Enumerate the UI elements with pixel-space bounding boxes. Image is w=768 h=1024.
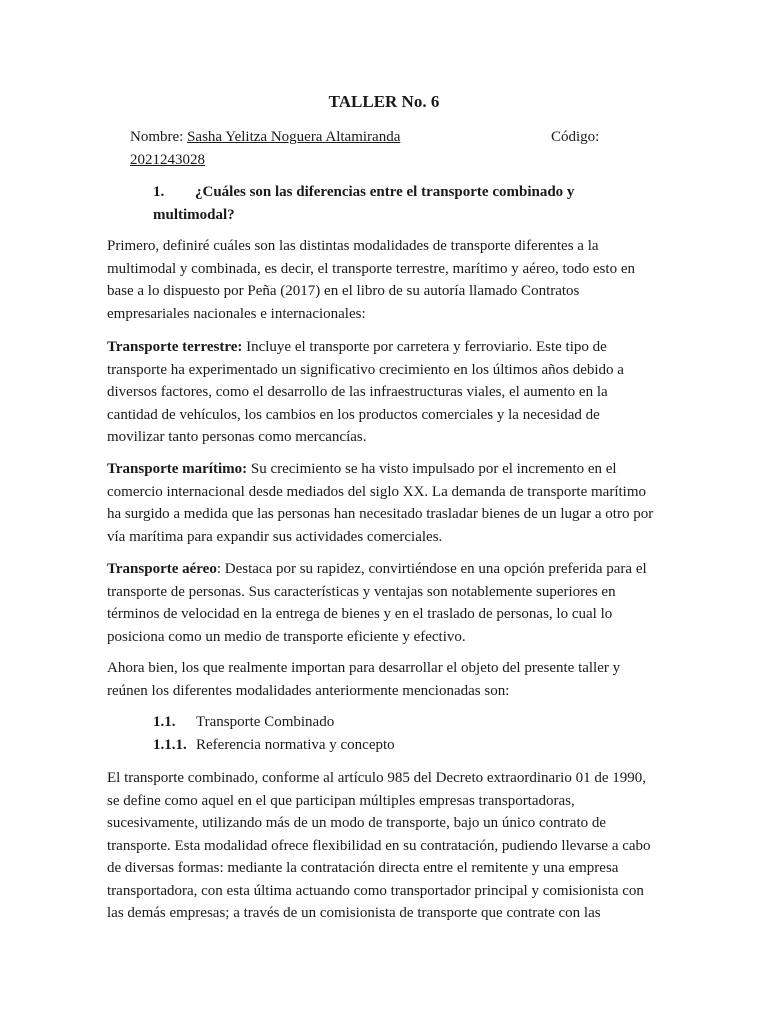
text-line: se define como aquel en el que participan múltiples empresas transportadoras, bbox=[107, 792, 575, 809]
paragraph-intro bbox=[107, 235, 662, 325]
text-line: Su crecimiento se ha visto impulsado por el incremento en el bbox=[247, 461, 617, 477]
question-heading bbox=[153, 181, 653, 226]
terrestre-heading: Transporte terrestre: bbox=[107, 339, 243, 355]
aereo-heading: Transporte aéreo bbox=[107, 561, 217, 577]
paragraph-aereo bbox=[107, 558, 662, 648]
text-line: posiciona como un medio de transporte eficiente y efectivo. bbox=[107, 628, 466, 645]
text-line: vía marítima para expandir sus actividades comerciales. bbox=[107, 528, 443, 545]
text-line: Incluye el transporte por carretera y ferroviario. Este tipo de bbox=[242, 339, 607, 355]
text-line: transporte de personas. Sus características y ventajas son notablemente superiores en bbox=[107, 583, 616, 600]
question-line-2: multimodal? bbox=[153, 206, 235, 223]
subsection-label: Transporte Combinado bbox=[196, 714, 335, 730]
question-number: 1. bbox=[153, 184, 165, 200]
text-line: diversos factores, como el desarrollo de las infraestructuras viales, el aumento en la bbox=[107, 384, 608, 400]
document-title: TALLER No. 6 bbox=[328, 92, 440, 111]
text-line: cantidad de vehículos, los cambios en los productos comerciales y la necesidad de bbox=[107, 406, 600, 423]
text-line: Ahora bien, los que realmente importan para desarrollar el objeto del presente taller y bbox=[107, 660, 621, 676]
text-line: base a lo dispuesto por Peña (2017) en el libro de su autoría llamado Contratos bbox=[107, 283, 580, 299]
question-line-1: ¿Cuáles son las diferencias entre el transporte combinado y bbox=[195, 184, 575, 200]
text-line: comercio internacional desde mediados del siglo XX. La demanda de transporte marítimo bbox=[107, 483, 646, 500]
text-line: : Destaca por su rapidez, convirtiéndose en una opción preferida para el bbox=[216, 561, 647, 577]
text-line: las demás empresas; a través de un comisionista de transporte que contrate con las bbox=[107, 905, 601, 921]
student-code: 2021243028 bbox=[130, 151, 205, 168]
text-line: reúnen los diferentes modalidades anteriormente mencionadas son: bbox=[107, 682, 510, 699]
paragraph-combinado bbox=[107, 767, 662, 925]
text-line: ha surgido a medida que las personas han necesitado trasladar bienes de un lugar a otro por bbox=[107, 506, 654, 522]
text-line: transporte ha experimentado un significativo crecimiento en los últimos años debido a bbox=[107, 361, 624, 378]
maritimo-heading: Transporte marítimo: bbox=[107, 461, 248, 477]
name-label: Nombre: bbox=[130, 129, 188, 145]
text-line: empresariales nacionales e internacionales: bbox=[107, 305, 366, 322]
student-name: Sasha Yelitza Noguera Altamiranda bbox=[187, 129, 401, 145]
paragraph-maritimo bbox=[107, 458, 662, 548]
text-line: de diversas formas: mediante la contratación directa entre el remitente y una empresa bbox=[107, 860, 619, 876]
text-line: Primero, definiré cuáles son las distintas modalidades de transporte diferentes a la bbox=[107, 238, 599, 254]
subsection-number: 1.1. bbox=[153, 714, 176, 730]
subsection-heading bbox=[153, 711, 334, 734]
code-label: Código: bbox=[551, 129, 600, 145]
paragraph-ahora bbox=[107, 657, 662, 702]
subsection-heading bbox=[153, 734, 395, 757]
student-name-line bbox=[130, 126, 730, 171]
text-line: sucesivamente, utilizando más de un modo de transporte, bajo un único contrato de bbox=[107, 815, 607, 831]
text-line: movilizar tanto personas como mercancías. bbox=[107, 429, 367, 445]
text-line: transporte. Esta modalidad ofrece flexibilidad en su contratación, pudiendo llevarse a cabo bbox=[107, 837, 651, 854]
paragraph-terrestre bbox=[107, 336, 662, 449]
subsection-number: 1.1.1. bbox=[153, 737, 187, 753]
text-line: términos de velocidad en la entrega de bienes y en el traslado de personas, lo cual lo bbox=[107, 606, 613, 622]
text-line: El transporte combinado, conforme al artículo 985 del Decreto extraordinario 01 de 1990, bbox=[107, 770, 646, 786]
text-line: multimodal y combinada, es decir, el transporte terrestre, marítimo y aéreo, todo esto en bbox=[107, 260, 635, 277]
subsection-label: Referencia normativa y concepto bbox=[196, 737, 395, 753]
text-line: transportadora, con esta última actuando como transportador principal y comisionista con bbox=[107, 882, 644, 899]
